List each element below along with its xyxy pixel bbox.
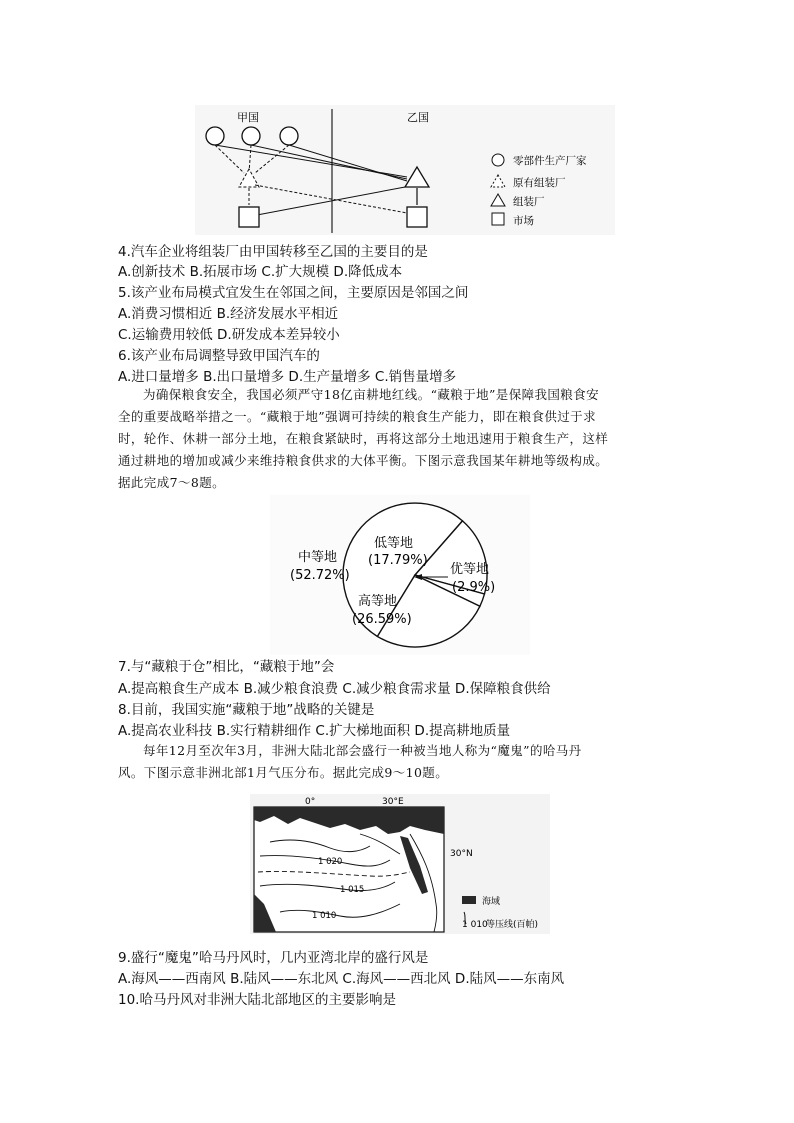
question-9-options: A.海风——西南风 B.陆风——东北风 C.海风——西北风 D.陆风——东南风 [118, 971, 565, 987]
pie-value-excellent: (2.9%) [452, 580, 496, 595]
parts-factory-3 [280, 127, 298, 145]
farmland-grade-pie-chart [270, 495, 530, 655]
parts-factory-1 [206, 127, 224, 145]
lon-label-0: 0° [305, 797, 316, 807]
question-6-options: A.进口量增多 B.出口量增多 D.生产量增多 C.销售量增多 [118, 369, 457, 385]
parts-factory-2 [242, 127, 260, 145]
market-b [407, 207, 427, 227]
passage-line: 通过耕地的增加或减少来维持粮食供求的大体平衡。下图示意我国某年耕地等级构成。 [118, 453, 609, 468]
question-8-options: A.提高农业科技 B.实行精耕细作 C.扩大梯地面积 D.提高耕地质量 [118, 723, 511, 739]
isobar-label-1015: 1 015 [340, 885, 365, 895]
pie-value-medium: (52.72%) [290, 568, 350, 583]
country-b-label: 乙国 [407, 111, 429, 124]
pie-value-high: (26.59%) [352, 612, 412, 627]
legend-parts-factory: 零部件生产厂家 [513, 155, 587, 167]
legend-isobar-value: 1 010 [462, 920, 488, 930]
passage-line: 每年12月至次年3月，非洲大陆北部会盛行一种被当地人称为“魔鬼”的哈马丹 [143, 743, 582, 758]
country-a-label: 甲国 [237, 111, 259, 124]
question-10: 10.哈马丹风对非洲大陆北部地区的主要影响是 [118, 992, 396, 1008]
legend-sea-swatch-icon [462, 896, 476, 904]
question-5-options-1: A.消费习惯相近 B.经济发展水平相近 [118, 306, 339, 322]
legend-market: 市场 [513, 215, 534, 227]
legend-isobar-label: 等压线(百帕) [486, 920, 539, 930]
question-8: 8.目前，我国实施“藏粮于地”战略的关键是 [118, 702, 375, 718]
north-africa-pressure-map [250, 794, 550, 934]
passage-line: 全的重要战略举措之一。“藏粮于地”强调可持续的粮食生产能力，即在粮食供过于求 [118, 409, 596, 424]
passage-harmattan [118, 740, 684, 784]
lat-label-30n: 30°N [450, 849, 473, 859]
question-7-options: A.提高粮食生产成本 B.减少粮食浪费 C.减少粮食需求量 D.保障粮食供给 [118, 681, 551, 697]
industry-layout-diagram [195, 105, 615, 235]
market-a [239, 207, 259, 227]
passage-line: 为确保粮食安全，我国必须严守18亿亩耕地红线。“藏粮于地”是保障我国粮食安 [143, 387, 599, 402]
pie-label-low: 低等地 [374, 536, 414, 551]
isobar-label-1020: 1 020 [318, 857, 343, 867]
pie-label-medium: 中等地 [298, 550, 338, 565]
passage-line: 时，轮作、休耕一部分土地，在粮食紧缺时，再将这部分土地迅速用于粮食生产，这样 [118, 431, 609, 446]
question-6: 6.该产业布局调整导致甲国汽车的 [118, 348, 320, 364]
pie-label-high: 高等地 [358, 594, 398, 609]
question-9: 9.盛行“魔鬼”哈马丹风时，几内亚湾北岸的盛行风是 [118, 950, 429, 966]
legend-assembly-plant: 组装厂 [513, 196, 545, 208]
pie-value-low: (17.79%) [368, 553, 428, 568]
passage-line: 风。下图示意非洲北部1月气压分布。据此完成9～10题。 [118, 765, 449, 780]
legend-sea-label: 海域 [482, 897, 501, 907]
pie-label-excellent: 优等地 [450, 562, 490, 577]
question-4: 4.汽车企业将组装厂由甲国转移至乙国的主要目的是 [118, 244, 428, 260]
legend-circle-icon [492, 154, 504, 166]
question-7: 7.与“藏粮于仓”相比，“藏粮于地”会 [118, 659, 335, 675]
legend-square-icon [492, 213, 504, 225]
question-4-options: A.创新技术 B.拓展市场 C.扩大规模 D.降低成本 [118, 264, 403, 280]
lon-label-30e: 30°E [382, 797, 404, 807]
question-5: 5.该产业布局模式宜发生在邻国之间，主要原因是邻国之间 [118, 285, 469, 301]
legend-original-plant: 原有组装厂 [513, 177, 566, 189]
passage-farmland [118, 384, 684, 494]
passage-line: 据此完成7～8题。 [118, 475, 226, 490]
isobar-label-1010: 1 010 [312, 911, 337, 921]
question-5-options-2: C.运输费用较低 D.研发成本差异较小 [118, 327, 340, 343]
